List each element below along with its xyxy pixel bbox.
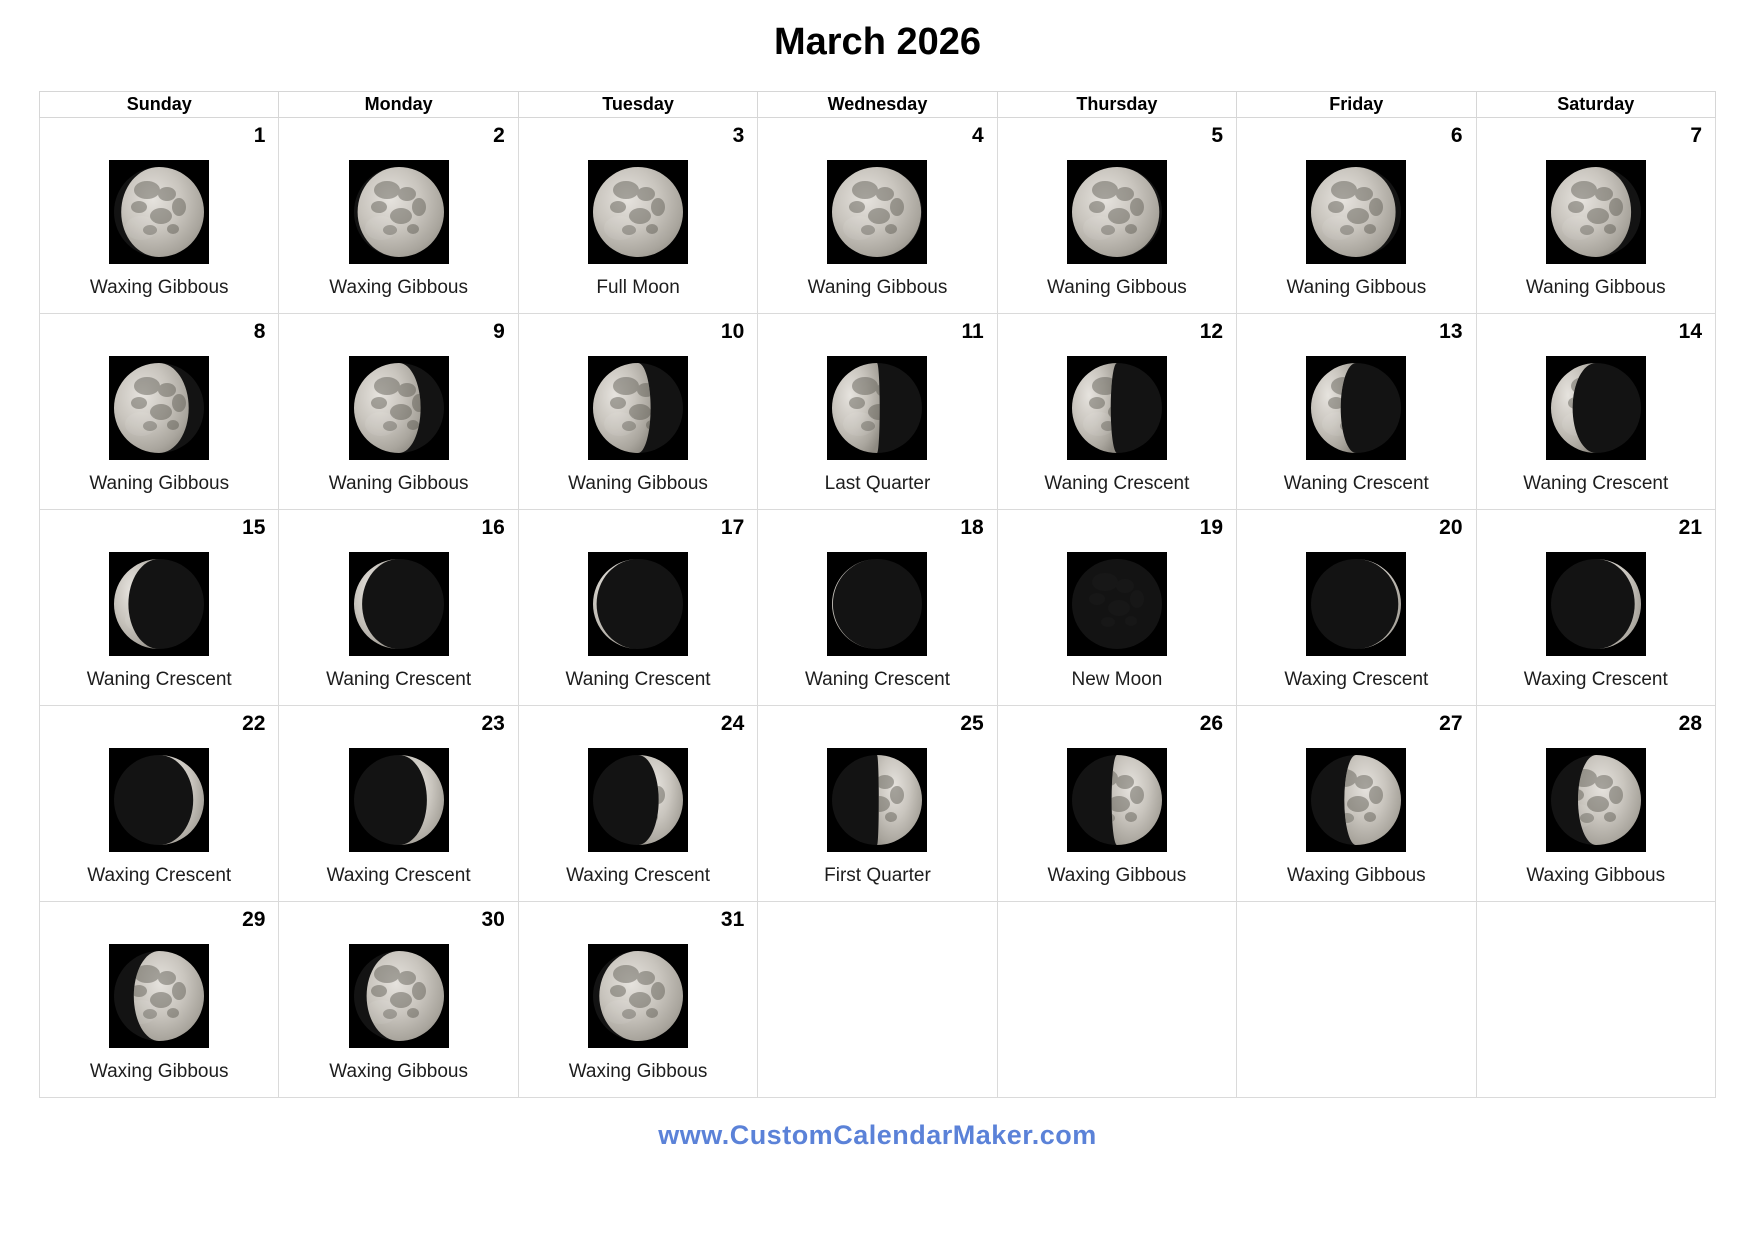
moon-image-container xyxy=(1477,160,1715,264)
calendar-week-row xyxy=(40,118,1716,314)
day-number: 30 xyxy=(481,908,505,931)
moon-image-container xyxy=(40,356,278,460)
calendar-cell-day-26 xyxy=(997,706,1236,902)
day-number: 8 xyxy=(253,320,266,343)
moon-image-container xyxy=(40,160,278,264)
moon-image-container xyxy=(1237,356,1475,460)
moon-image-container xyxy=(519,356,757,460)
moon-image-container xyxy=(1477,356,1715,460)
day-number: 4 xyxy=(972,124,984,147)
moon-phase-label: First Quarter xyxy=(824,865,931,886)
moon-image-container xyxy=(279,356,517,460)
calendar-cell-day-23 xyxy=(279,706,518,902)
moon-image-container xyxy=(1477,552,1715,656)
calendar-cell-day-13 xyxy=(1237,314,1476,510)
day-number: 26 xyxy=(1199,712,1224,735)
moon-phase-image xyxy=(108,944,210,1048)
day-number: 9 xyxy=(493,320,505,343)
calendar-cell-day-27 xyxy=(1237,706,1476,902)
moon-phase-image xyxy=(587,748,689,852)
calendar-cell-day-1 xyxy=(40,118,279,314)
moon-phase-label: Waxing Gibbous xyxy=(329,277,468,298)
weekday-header-2: Tuesday xyxy=(518,92,757,118)
calendar-cell-day-21 xyxy=(1476,510,1715,706)
moon-phase-label: Waxing Crescent xyxy=(87,865,232,886)
moon-phase-label: Full Moon xyxy=(596,277,680,298)
moon-phase-image xyxy=(826,356,928,460)
calendar-cell-day-19 xyxy=(997,510,1236,706)
calendar-cell-day-28 xyxy=(1476,706,1715,902)
moon-image-container xyxy=(998,356,1236,460)
calendar-cell-day-16 xyxy=(279,510,518,706)
moon-phase-label: Waning Crescent xyxy=(86,669,232,690)
moon-phase-label: Waxing Gibbous xyxy=(1286,865,1426,886)
calendar-cell-day-29 xyxy=(40,902,279,1098)
moon-phase-label: Waning Gibbous xyxy=(1525,277,1666,298)
moon-phase-image xyxy=(1066,356,1168,460)
calendar-cell-day-12 xyxy=(997,314,1236,510)
moon-phase-label: Waning Gibbous xyxy=(807,277,948,298)
day-number: 31 xyxy=(720,908,745,931)
moon-phase-label: Waning Crescent xyxy=(1044,473,1190,494)
moon-image-container xyxy=(279,552,517,656)
moon-phase-image xyxy=(826,160,928,264)
moon-phase-label: Waning Crescent xyxy=(326,669,472,690)
moon-phase-label: Waxing Gibbous xyxy=(568,1061,708,1082)
calendar-cell-day-14 xyxy=(1476,314,1715,510)
moon-phase-label: Waning Crescent xyxy=(804,669,950,690)
moon-phase-label: Waning Gibbous xyxy=(328,473,469,494)
moon-phase-label: Waning Gibbous xyxy=(1047,277,1187,298)
moon-phase-label: Waxing Crescent xyxy=(566,865,711,886)
moon-phase-label: Waxing Gibbous xyxy=(329,1061,468,1082)
moon-phase-image xyxy=(348,160,450,264)
moon-phase-image xyxy=(108,356,210,460)
calendar-cell-day-9 xyxy=(279,314,518,510)
day-number: 19 xyxy=(1199,516,1224,539)
moon-image-container xyxy=(758,160,996,264)
calendar-cell-empty xyxy=(1237,902,1476,1098)
moon-phase-image xyxy=(1545,748,1647,852)
day-number: 15 xyxy=(242,516,266,539)
moon-phase-image xyxy=(1305,356,1407,460)
moon-phase-image xyxy=(1305,160,1407,264)
calendar-cell-empty xyxy=(997,902,1236,1098)
day-number: 3 xyxy=(732,124,745,147)
day-number: 14 xyxy=(1678,320,1702,343)
weekday-header-5: Friday xyxy=(1237,92,1476,118)
moon-phase-image xyxy=(108,552,210,656)
day-number: 23 xyxy=(481,712,505,735)
calendar-cell-day-25 xyxy=(758,706,997,902)
moon-phase-label: Waning Crescent xyxy=(565,669,711,690)
moon-image-container xyxy=(1477,748,1715,852)
day-number: 27 xyxy=(1439,712,1463,735)
day-number: 13 xyxy=(1439,320,1463,343)
day-number: 20 xyxy=(1439,516,1463,539)
weekday-header-0: Sunday xyxy=(40,92,279,118)
day-number: 10 xyxy=(720,320,745,343)
moon-phase-label: Waxing Crescent xyxy=(326,865,471,886)
day-number: 28 xyxy=(1678,712,1702,735)
moon-phase-label: Waxing Gibbous xyxy=(1526,865,1666,886)
moon-phase-image xyxy=(1545,552,1647,656)
moon-phase-image xyxy=(108,160,210,264)
moon-phase-label: Waxing Crescent xyxy=(1284,669,1429,690)
moon-phase-image xyxy=(826,552,928,656)
weekday-header-6: Saturday xyxy=(1476,92,1715,118)
moon-image-container xyxy=(279,944,517,1048)
moon-image-container xyxy=(758,356,996,460)
moon-image-container xyxy=(1237,552,1475,656)
calendar-cell-day-15 xyxy=(40,510,279,706)
calendar-cell-day-7 xyxy=(1476,118,1715,314)
moon-image-container xyxy=(758,552,996,656)
day-number: 7 xyxy=(1690,124,1702,147)
day-number: 22 xyxy=(242,712,266,735)
moon-phase-image xyxy=(1066,160,1168,264)
moon-phase-image xyxy=(1545,356,1647,460)
page-title: March 2026 xyxy=(773,21,981,63)
calendar-cell-day-5 xyxy=(997,118,1236,314)
moon-image-container xyxy=(519,748,757,852)
moon-phase-image xyxy=(1305,552,1407,656)
calendar-cell-day-2 xyxy=(279,118,518,314)
day-number: 24 xyxy=(720,712,745,735)
moon-phase-image xyxy=(108,748,210,852)
calendar-cell-day-24 xyxy=(518,706,757,902)
moon-phase-label: Waxing Gibbous xyxy=(1047,865,1187,886)
weekday-header-4: Thursday xyxy=(997,92,1236,118)
weekday-header-3: Wednesday xyxy=(758,92,997,118)
moon-phase-label: Waxing Crescent xyxy=(1523,669,1668,690)
moon-phase-label: Waning Crescent xyxy=(1523,473,1669,494)
calendar-cell-day-4 xyxy=(758,118,997,314)
calendar-cell-day-10 xyxy=(518,314,757,510)
moon-phase-image xyxy=(587,944,689,1048)
day-number: 1 xyxy=(253,124,266,147)
calendar-cell-day-17 xyxy=(518,510,757,706)
moon-image-container xyxy=(758,748,996,852)
calendar-week-row xyxy=(40,706,1716,902)
day-number: 17 xyxy=(720,516,745,539)
moon-phase-image xyxy=(826,748,928,852)
moon-phase-image xyxy=(587,356,689,460)
moon-image-container xyxy=(998,160,1236,264)
moon-phase-image xyxy=(348,552,450,656)
moon-phase-image xyxy=(348,944,450,1048)
moon-image-container xyxy=(279,160,517,264)
calendar-cell-empty xyxy=(1476,902,1715,1098)
moon-phase-label: Waning Gibbous xyxy=(568,473,708,494)
moon-image-container xyxy=(40,748,278,852)
moon-phase-label: Waxing Gibbous xyxy=(89,1061,229,1082)
calendar-cell-empty xyxy=(758,902,997,1098)
day-number: 16 xyxy=(481,516,505,539)
calendar-week-row xyxy=(40,902,1716,1098)
calendar-cell-day-8 xyxy=(40,314,279,510)
day-number: 12 xyxy=(1199,320,1224,343)
moon-phase-image xyxy=(587,160,689,264)
moon-phase-image xyxy=(348,356,450,460)
day-number: 6 xyxy=(1450,124,1463,147)
moon-phase-image xyxy=(1305,748,1407,852)
calendar-week-row xyxy=(40,510,1716,706)
moon-phase-image xyxy=(1066,552,1168,656)
moon-phase-label: Waxing Gibbous xyxy=(89,277,229,298)
day-number: 5 xyxy=(1211,124,1224,147)
moon-image-container xyxy=(1237,160,1475,264)
day-number: 18 xyxy=(960,516,984,539)
moon-image-container xyxy=(519,944,757,1048)
moon-phase-label: Waning Gibbous xyxy=(1286,277,1427,298)
calendar-grid xyxy=(39,91,1716,1098)
day-number: 29 xyxy=(242,908,266,931)
calendar-cell-day-18 xyxy=(758,510,997,706)
footer-watermark-link[interactable]: www.CustomCalendarMaker.com xyxy=(658,1120,1097,1150)
day-number: 21 xyxy=(1678,516,1702,539)
moon-image-container xyxy=(998,552,1236,656)
moon-image-container xyxy=(40,552,278,656)
moon-image-container xyxy=(1237,748,1475,852)
moon-phase-label: Waning Gibbous xyxy=(89,473,230,494)
moon-phase-label: New Moon xyxy=(1071,669,1163,690)
moon-image-container xyxy=(279,748,517,852)
calendar-cell-day-22 xyxy=(40,706,279,902)
calendar-cell-day-3 xyxy=(518,118,757,314)
weekday-header-row xyxy=(40,92,1716,118)
moon-image-container xyxy=(40,944,278,1048)
moon-phase-image xyxy=(348,748,450,852)
moon-phase-label: Last Quarter xyxy=(824,473,931,494)
calendar-cell-day-31 xyxy=(518,902,757,1098)
calendar-cell-day-30 xyxy=(279,902,518,1098)
day-number: 2 xyxy=(493,124,505,147)
moon-phase-image xyxy=(1545,160,1647,264)
moon-image-container xyxy=(998,748,1236,852)
calendar-week-row xyxy=(40,314,1716,510)
moon-phase-label: Waning Crescent xyxy=(1283,473,1429,494)
day-number: 25 xyxy=(960,712,984,735)
weekday-header-1: Monday xyxy=(279,92,518,118)
day-number: 11 xyxy=(961,320,984,343)
moon-phase-image xyxy=(1066,748,1168,852)
moon-image-container xyxy=(519,552,757,656)
calendar-cell-day-20 xyxy=(1237,510,1476,706)
moon-phase-image xyxy=(587,552,689,656)
calendar-cell-day-11 xyxy=(758,314,997,510)
calendar-cell-day-6 xyxy=(1237,118,1476,314)
moon-image-container xyxy=(519,160,757,264)
